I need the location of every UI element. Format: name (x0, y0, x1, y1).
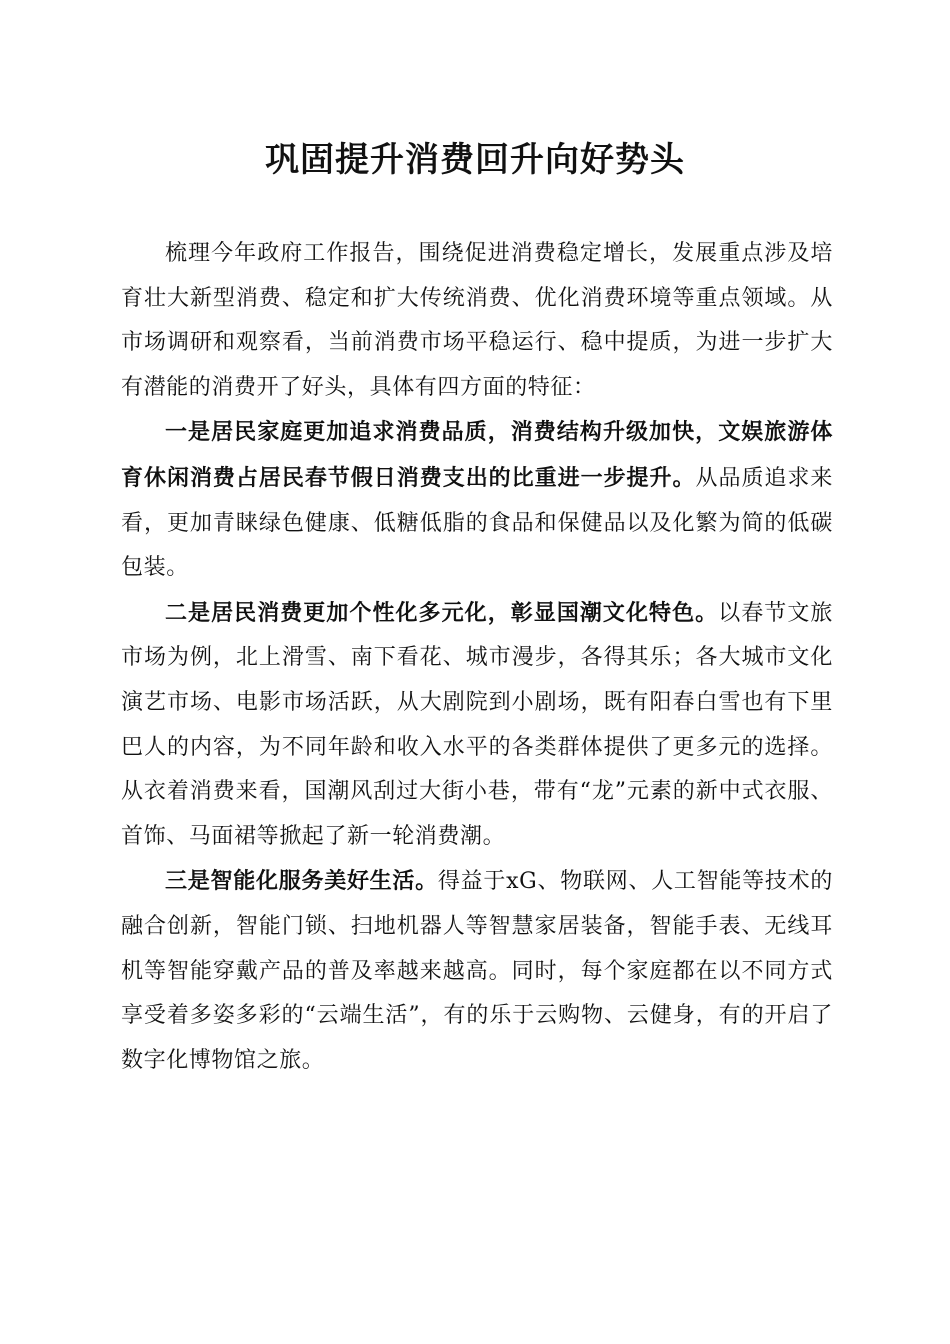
paragraph-point-one (121, 410, 833, 590)
paragraph-intro (121, 232, 833, 410)
document-title: 巩固提升消费回升向好势头 (265, 140, 685, 180)
paragraph-lead: 三是智能化服务美好生活。 (165, 868, 438, 895)
paragraph-lead: 二是居民消费更加个性化多元化，彰显国潮文化特色。 (165, 599, 719, 626)
document-body (121, 232, 833, 1083)
paragraph-point-three (121, 859, 833, 1083)
paragraph-text: 梳理今年政府工作报告，围绕促进消费稳定增长，发展重点涉及培育壮大新型消费、稳定和扩大传统消费、优化消费环境等重点领域。从市场调研和观察看，当前消费市场平稳运行、稳中提质，为进一步扩大有潜能的消费开了好头，具体有四方面的特征： (121, 241, 833, 400)
paragraph-text: 从品质追求来看，更加青睐绿色健康、低糖低脂的食品和保健品以及化繁为简的低碳包装。 (121, 465, 833, 581)
paragraph-point-two (121, 591, 833, 860)
paragraph-text: 以春节文旅市场为例，北上滑雪、南下看花、城市漫步，各得其乐；各大城市文化演艺市场、电影市场活跃，从大剧院到小剧场，既有阳春白雪也有下里巴人的内容，为不同年龄和收入水平的各类群体提供了更多元的选择。从衣着消费来看，国潮风刮过大街小巷，带有“龙”元素的新中式衣服、首饰、马面裙等掀起了新一轮消费潮。 (121, 600, 833, 849)
paragraph-lead: 一是居民家庭更加追求消费品质，消费结构升级加快，文娱旅游体育休闲消费占居民春节假日消费支出的比重进一步提升。 (121, 419, 833, 491)
paragraph-text: 得益于xG、物联网、人工智能等技术的融合创新，智能门锁、扫地机器人等智慧家居装备，智能手表、无线耳机等智能穿戴产品的普及率越来越高。同时，每个家庭都在以不同方式享受着多姿多彩的“云端生活”，有的乐于云购物、云健身，有的开启了数字化博物馆之旅。 (121, 869, 833, 1073)
